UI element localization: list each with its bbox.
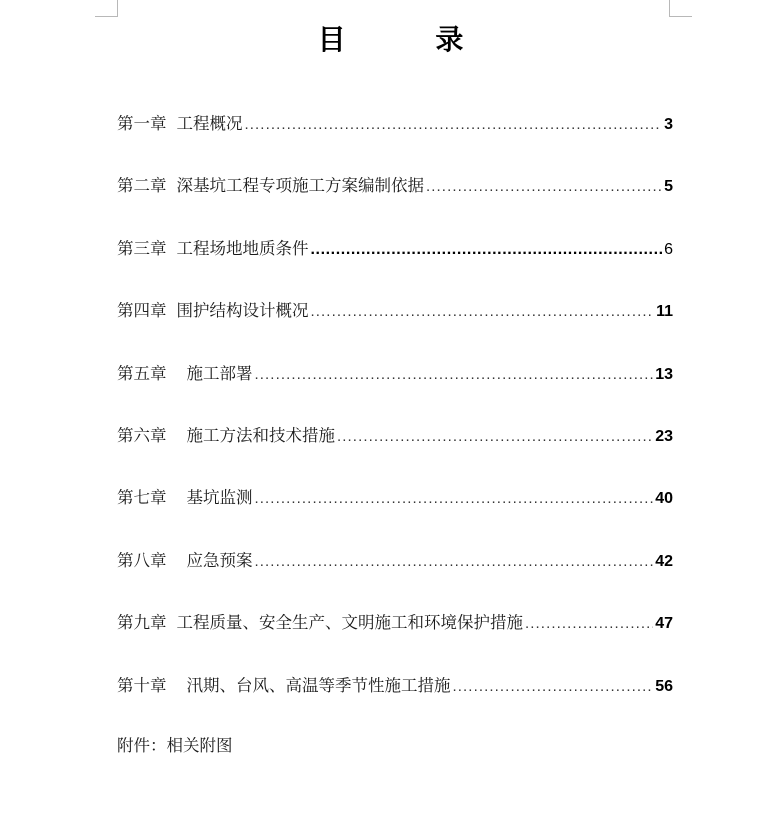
toc-entry-7[interactable] [117, 484, 673, 546]
toc-page-number: 47 [655, 615, 673, 633]
toc-chapter-label: 第一章 [117, 114, 167, 133]
toc-page-number: 42 [655, 552, 673, 570]
toc-dot-leader [255, 490, 654, 507]
toc-chapter-label: 第三章 [117, 238, 167, 258]
toc-dot-leader [311, 303, 655, 320]
toc-entry-4[interactable] [117, 297, 673, 359]
toc-page-number: 11 [656, 303, 673, 321]
toc-chapter-label: 第五章 [117, 363, 167, 383]
toc-page-number: 56 [655, 677, 673, 695]
toc-chapter-name: 工程概况 [176, 114, 243, 133]
toc-chapter-name: 工程质量、安全生产、文明施工和环境保护措施 [176, 613, 523, 633]
toc-dot-leader [337, 428, 653, 445]
toc-chapter-name: 施工方法和技术措施 [186, 425, 335, 445]
toc-chapter-label: 第十章 [117, 675, 167, 695]
toc-chapter-name: 汛期、台风、高温等季节性施工措施 [186, 675, 451, 695]
toc-entry-9[interactable] [117, 609, 673, 671]
toc-chapter-label: 第七章 [117, 488, 167, 508]
toc-chapter-label: 第九章 [117, 613, 167, 633]
toc-entry-10[interactable] [117, 672, 673, 734]
toc-page-number: 6 [664, 240, 673, 258]
toc-page-number: 3 [664, 116, 673, 133]
toc-chapter-label: 第六章 [117, 425, 167, 445]
toc-chapter-name: 围护结构设计概况 [176, 301, 309, 321]
toc-dot-leader [255, 553, 654, 570]
toc-dot-leader [311, 241, 663, 259]
toc-entry-6[interactable] [117, 422, 673, 484]
toc-chapter-label: 第八章 [117, 550, 167, 570]
toc-chapter-name: 工程场地地质条件 [176, 238, 309, 258]
toc-dot-leader [525, 615, 653, 632]
toc-chapter-name: 基坑监测 [186, 488, 253, 508]
toc-dot-leader [255, 366, 654, 383]
toc-chapter-name: 施工部署 [186, 363, 253, 383]
toc-page-number: 13 [655, 365, 673, 383]
toc-dot-leader [453, 678, 654, 695]
toc-entry-5[interactable] [117, 360, 673, 422]
toc-chapter-label: 第二章 [117, 176, 167, 196]
toc-entry-8[interactable] [117, 547, 673, 609]
toc-chapter-name: 应急预案 [186, 550, 253, 570]
toc-page-number: 40 [655, 490, 673, 508]
toc-entry-1[interactable] [117, 110, 673, 172]
toc-page-number: 5 [664, 178, 673, 196]
toc-title: 目 录 [317, 23, 504, 56]
appendix-line: 附件：相关附图 [117, 736, 233, 755]
toc-entry-3[interactable] [117, 235, 673, 297]
page-corner-mark-top-left [95, 0, 118, 17]
toc-list [117, 110, 673, 734]
toc-entry-2[interactable] [117, 172, 673, 234]
toc-chapter-name: 深基坑工程专项施工方案编制依据 [176, 176, 424, 196]
toc-dot-leader [245, 116, 663, 133]
toc-chapter-label: 第四章 [117, 301, 167, 321]
page-corner-mark-top-right [669, 0, 692, 17]
toc-dot-leader [426, 178, 662, 195]
toc-page-number: 23 [655, 427, 673, 445]
